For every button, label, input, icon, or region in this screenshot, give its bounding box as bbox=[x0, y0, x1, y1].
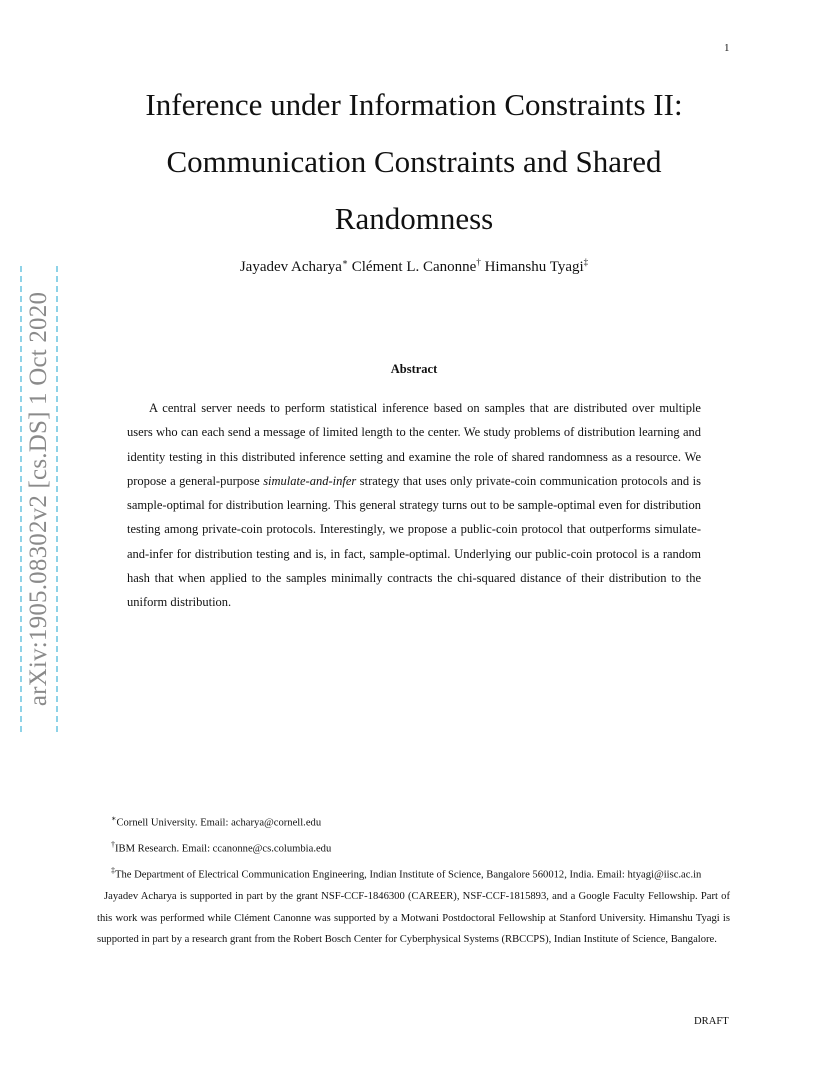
paper-title: Inference under Information Constraints II: Communication Constraints and Shared Randomness bbox=[145, 87, 683, 236]
abstract-text bbox=[127, 396, 701, 615]
page-number: 1 bbox=[724, 42, 730, 54]
footnote-text: The Department of Electrical Communication Engineering, Indian Institute of Science, Bangalore 560012, India. Email: htyagi@iisc.ac.in bbox=[115, 869, 702, 881]
footnotes bbox=[97, 808, 730, 951]
footnote bbox=[97, 834, 730, 860]
footnote-mark: ‡ bbox=[111, 866, 115, 876]
abstract-text-part: strategy that uses only private-coin communication protocols and is sample-optimal for distribution learning. This general strategy turns out to be sample-optimal even for distribution testing among private-coin protocols. Interestingly, we propose a public-coin protocol that outperforms simulate-and-infer for distribution testing and is, in fact, sample-optimal. Underlying our public-coin protocol is a random hash that when applied to the samples minimally contracts the chi-squared distance of their distribution to the uniform distribution. bbox=[127, 473, 701, 610]
author-name: Himanshu Tyagi bbox=[484, 259, 584, 275]
abstract-text-part: A central server needs to perform statistical inference based on samples that are distributed over multiple users who can each send a message of limited length to the center. We study problems of distribution learning and identity testing in this distributed inference setting and examine the role of shared randomness as a resource. We propose a general-purpose bbox=[127, 401, 701, 488]
footnote-text: Cornell University. Email: acharya@cornell.edu bbox=[116, 817, 322, 829]
arxiv-stamp bbox=[20, 266, 58, 732]
footnote-mark: ∗ bbox=[111, 814, 117, 823]
footnote-text: IBM Research. Email: ccanonne@cs.columbia.edu bbox=[115, 843, 332, 855]
author-mark: † bbox=[476, 257, 481, 267]
author-list bbox=[110, 252, 718, 277]
footnote bbox=[97, 808, 730, 834]
funding-note: Jayadev Acharya is supported in part by the grant NSF-CCF-1846300 (CAREER), NSF-CCF-1815893, and a Google Faculty Fellowship. Part of this work was performed while Clément Canonne was supported by a Motwani Postdoctoral Fellowship at Stanford University. Himanshu Tyagi is supported in part by a research grant from the Robert Bosch Center for Cyberphysical Systems (RBCCPS), Indian Institute of Science, Bangalore. bbox=[97, 891, 730, 946]
abstract-emphasis: simulate-and-infer bbox=[263, 473, 357, 488]
footnote-mark: † bbox=[111, 840, 115, 850]
author-name: Clément L. Canonne bbox=[351, 259, 477, 275]
draft-label: DRAFT bbox=[694, 1016, 729, 1027]
arxiv-identifier: arXiv:1905.08302v2 [cs.DS] 1 Oct 2020 bbox=[25, 291, 52, 707]
author-mark: ‡ bbox=[583, 257, 589, 267]
abstract-heading: Abstract bbox=[390, 362, 438, 376]
footnote bbox=[97, 860, 730, 886]
author-name: Jayadev Acharya bbox=[239, 259, 342, 275]
author-mark: ∗ bbox=[341, 257, 348, 267]
